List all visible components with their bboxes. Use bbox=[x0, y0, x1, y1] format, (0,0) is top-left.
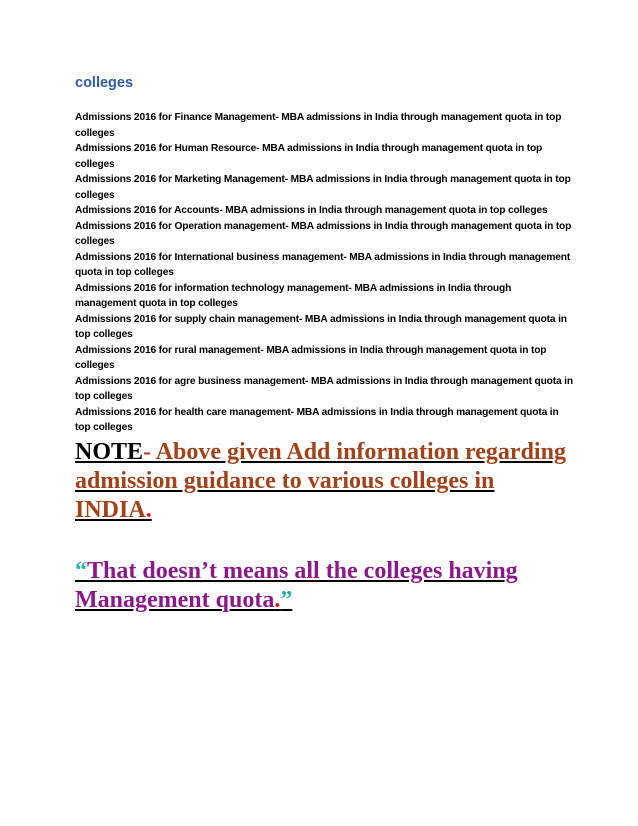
quote-close-mark: ” bbox=[280, 586, 293, 613]
list-item: Admissions 2016 for rural management- MBA admissions in India through management quota in top colleges bbox=[75, 344, 547, 371]
list-item: Admissions 2016 for Operation management- MBA admissions in India through management quota in top colleges bbox=[75, 220, 572, 247]
note-period: . bbox=[145, 496, 152, 523]
list-item: Admissions 2016 for Marketing Management- MBA admissions in India through management quota in top colleges bbox=[75, 174, 571, 201]
note-dash: - bbox=[143, 438, 152, 465]
list-item: Admissions 2016 for health care management- MBA admissions in India through management quota in top colleges bbox=[75, 406, 559, 433]
list-item: Admissions 2016 for Human Resource- MBA admissions in India through management quota in top colleges bbox=[75, 143, 543, 170]
list-item: Admissions 2016 for International business management- MBA admissions in India through management quota in top colleges bbox=[75, 251, 571, 278]
list-item: Admissions 2016 for information technology management- MBA admissions in India through management quota in top colleges bbox=[75, 282, 512, 309]
note-prefix: NOTE bbox=[75, 438, 144, 465]
quote-text: That doesn’t means all the colleges having Management quota bbox=[75, 557, 518, 613]
list-item: Admissions 2016 for agre business management- MBA admissions in India through management quota in top colleges bbox=[75, 375, 573, 402]
list-item: Admissions 2016 for Finance Management- MBA admissions in India through management quota in top colleges bbox=[75, 112, 562, 139]
colleges-heading-link[interactable]: colleges bbox=[75, 75, 134, 91]
quote-paragraph bbox=[75, 557, 575, 615]
admissions-list bbox=[75, 110, 575, 436]
note-paragraph bbox=[75, 438, 575, 525]
quote-period: . bbox=[274, 586, 281, 613]
list-item: Admissions 2016 for supply chain management- MBA admissions in India through management quota in top colleges bbox=[75, 313, 567, 340]
list-item: Admissions 2016 for Accounts- MBA admissions in India through management quota in top colleges bbox=[75, 205, 548, 216]
note-body: Above given Add information regarding admission guidance to various colleges in INDIA bbox=[75, 438, 566, 523]
document-page bbox=[75, 74, 575, 615]
quote-open-mark: “ bbox=[75, 557, 87, 584]
